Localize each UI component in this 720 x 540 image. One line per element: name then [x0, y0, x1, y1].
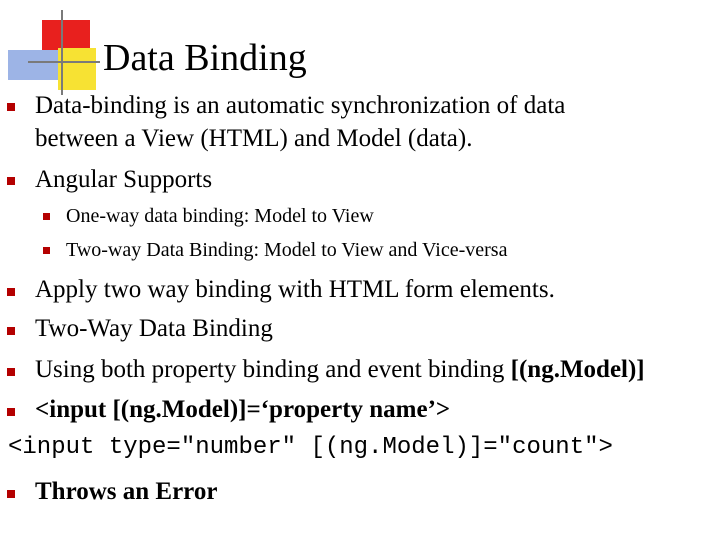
bullet-text: Angular Supports: [35, 166, 213, 193]
bullet-marker: [7, 368, 15, 376]
bullet-marker: [7, 103, 15, 111]
bullet-marker: [7, 177, 15, 185]
bullet-text-continuation: between a View (HTML) and Model (data).: [35, 125, 473, 152]
bullet-text: Data-binding is an automatic synchronization of data: [35, 92, 566, 119]
slide-title: Data Binding: [103, 37, 307, 79]
bullet-text: Two-Way Data Binding: [35, 315, 273, 342]
bullet-marker: [7, 408, 15, 416]
sub-bullet-marker: [43, 213, 50, 220]
bullet-text: [35, 355, 645, 385]
bullet-text-bold: <input [(ng.Model)]=‘property name’>: [35, 396, 451, 423]
bullet-marker: [7, 490, 15, 498]
bullet-text-bold: Throws an Error: [35, 478, 218, 505]
sub-bullet-text: One-way data binding: Model to View: [66, 205, 374, 227]
sub-bullet-marker: [43, 247, 50, 254]
code-sample: <input type="number" [(ng.Model)]="count">: [8, 434, 613, 461]
bullet-marker: [7, 327, 15, 335]
slide-logo-decoration: [0, 0, 100, 100]
bullet-text-bold: [(ng.Model)]: [510, 356, 645, 383]
bullet-marker: [7, 288, 15, 296]
bullet-text: Apply two way binding with HTML form elements.: [35, 276, 555, 303]
sub-bullet-text: Two-way Data Binding: Model to View and Vice-versa: [66, 239, 508, 261]
bullet-text-plain: Using both property binding and event binding: [35, 356, 511, 383]
